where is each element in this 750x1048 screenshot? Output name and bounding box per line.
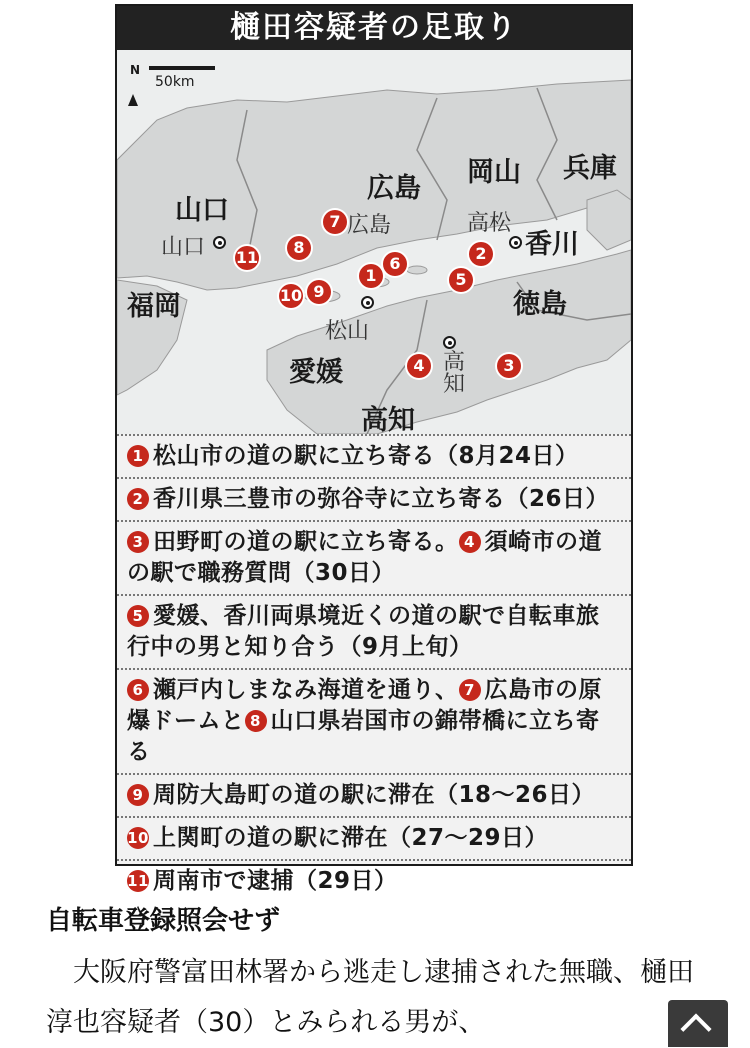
legend-text: 香川県三豊市の弥谷寺に立ち寄る（26日） <box>153 486 610 512</box>
legend-num: 7 <box>459 679 481 701</box>
pref-okayama: 岡山 <box>467 157 521 188</box>
legend-item <box>117 520 631 594</box>
pref-kagawa: 香川 <box>525 229 579 260</box>
city-dot-kochi <box>443 336 456 349</box>
pref-tokushima: 徳島 <box>513 289 567 320</box>
marker-10: 10 <box>279 284 303 308</box>
city-dot-matsuyama <box>361 296 374 309</box>
marker-4: 4 <box>407 354 431 378</box>
legend-item <box>117 434 631 477</box>
legend-num: 9 <box>127 784 149 806</box>
pref-yamaguchi: 山口 <box>175 195 229 226</box>
legend-item <box>117 859 631 902</box>
legend-item <box>117 594 631 668</box>
pref-fukuoka: 福岡 <box>127 291 181 322</box>
city-dot-takamatsu <box>509 236 522 249</box>
legend-item <box>117 816 631 859</box>
legend-num: 2 <box>127 488 149 510</box>
city-kochi: 高知 <box>443 350 466 397</box>
legend-text: 山口県岩国市の錦帯橋に立ち寄る <box>127 708 600 765</box>
marker-11: 11 <box>235 246 259 270</box>
legend-text: 田野町の道の駅に立ち寄る。 <box>153 529 459 555</box>
map-figure <box>115 4 633 894</box>
legend-item <box>117 773 631 816</box>
legend-text: 松山市の道の駅に立ち寄る（8月24日） <box>153 443 579 469</box>
legend-list <box>117 434 631 902</box>
legend-num: 3 <box>127 531 149 553</box>
city-dot-yamaguchi <box>213 236 226 249</box>
legend-text: 瀬戸内しまなみ海道を通り、 <box>153 677 459 703</box>
legend-text: 広島市の原爆ドームと <box>127 677 602 734</box>
city-matsuyama: 松山 <box>325 319 370 344</box>
city-takamatsu: 高松 <box>467 211 512 236</box>
marker-8: 8 <box>287 236 311 260</box>
city-yamaguchi: 山口 <box>161 235 206 260</box>
marker-5: 5 <box>449 268 473 292</box>
legend-text: 須崎市の道の駅で職務質問（30日） <box>127 529 602 586</box>
pref-hiroshima: 広島 <box>367 173 421 204</box>
legend-num: 11 <box>127 872 149 890</box>
legend-num: 6 <box>127 679 149 701</box>
pref-ehime: 愛媛 <box>289 357 343 388</box>
legend-num: 10 <box>127 829 149 847</box>
legend-text: 愛媛、香川両県境近くの道の駅で自転車旅行中の男と知り合う（9月上旬） <box>127 603 600 660</box>
legend-text: 周南市で逮捕（29日） <box>153 868 398 894</box>
map-area <box>117 50 631 434</box>
article-body: 大阪府警富田林署から逃走し逮捕された無職、樋田淳也容疑者（30）とみられる男が、 <box>46 957 694 1038</box>
marker-6: 6 <box>383 252 407 276</box>
legend-text: 周防大島町の道の駅に滞在（18〜26日） <box>153 782 596 808</box>
city-hiroshima: 広島 <box>347 213 392 238</box>
marker-3: 3 <box>497 354 521 378</box>
figure-title: 樋田容疑者の足取り <box>117 6 631 50</box>
legend-num: 8 <box>245 710 267 732</box>
scroll-to-top-button[interactable] <box>668 1000 728 1047</box>
legend-num: 1 <box>127 445 149 467</box>
scale-label: 50km <box>155 74 195 90</box>
marker-1: 1 <box>359 264 383 288</box>
pref-kochi: 高知 <box>361 405 415 434</box>
legend-item <box>117 668 631 773</box>
legend-num: 4 <box>459 531 481 553</box>
article-heading: 自転車登録照会せず <box>46 906 281 936</box>
marker-9: 9 <box>307 280 331 304</box>
legend-num: 5 <box>127 605 149 627</box>
marker-2: 2 <box>469 242 493 266</box>
legend-text: 上関町の道の駅に滞在（27〜29日） <box>153 825 549 851</box>
marker-7: 7 <box>323 210 347 234</box>
pref-hyogo: 兵庫 <box>563 153 617 184</box>
north-arrow-label: N <box>130 63 141 77</box>
legend-item <box>117 477 631 520</box>
